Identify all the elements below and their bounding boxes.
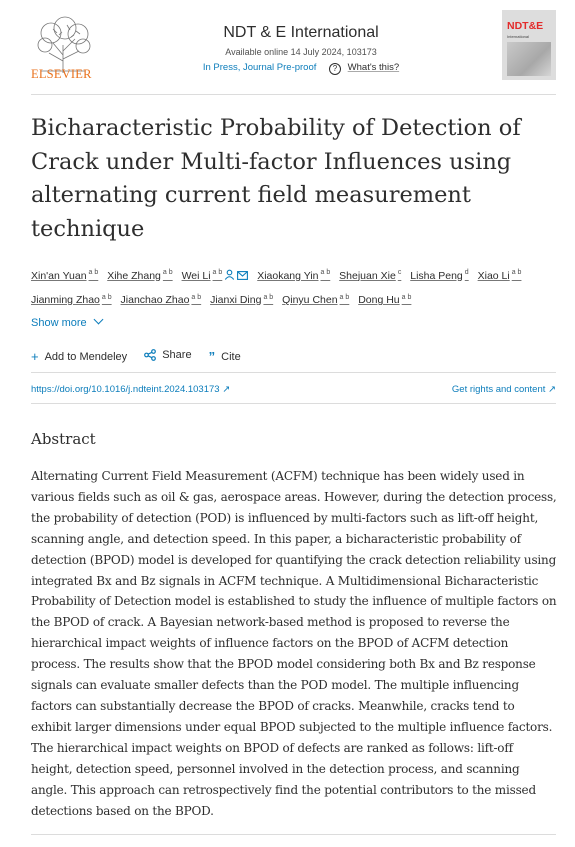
author-name: Xihe Zhang <box>107 269 161 282</box>
author-name: Xiao Li <box>477 269 510 282</box>
cite-button[interactable] <box>209 349 241 364</box>
author-affiliation: a b <box>101 293 112 301</box>
share-label: Share <box>162 349 192 361</box>
get-rights-link[interactable] <box>452 384 556 395</box>
abstract-text: Alternating Current Field Measurement (ACFM) technique has been widely used in various fields such as oil & gas, aerospace areas. However, during the detection process, the probability of detection (POD) is influenced by multi-factors such as lift-off height, scanning angle, and detection speed. In this paper, a bicharacteristic probability of detection (BPOD) model is developed for quantifying the crack detection reliability using integrated Bx and Bz signals in ACFM technique. A Multidimensional Bicharacteristic Probability of Detection model is established to study the influence of multiple factors on the BPOD of crack. A Bayesian network-based method is proposed to reverse the hierarchical impact weights of influence factors on the BPOD of ACFM detection process. The results show that the BPOD model considering both Bx and Bz response signals can evaluate smaller defects than the POD model. The multiple influencing factors can substantially decrease the BPOD of cracks. Meanwhile, cracks tend to exhibit larger dimensions under equal BPOD subjected to the multiple influence factors. The hierarchical impact weights on BPOD of defects are ranked as follows: lift-off height, detection speed, personnel involved in the detection process, and scanning angle. This approach can retrospectively find the potential contributors to the missed detections based on the BPOD. <box>31 469 557 818</box>
corresponding-author-icon[interactable] <box>224 269 235 280</box>
journal-cover-thumbnail[interactable] <box>502 10 556 80</box>
author-name: Dong Hu <box>358 294 400 306</box>
article-actions <box>31 349 255 364</box>
whats-this-link[interactable]: What's this? <box>347 62 400 73</box>
cover-subtitle: International <box>507 34 530 39</box>
author-name: Jianming Zhao <box>31 294 100 306</box>
question-circle-icon[interactable]: ? <box>329 63 341 75</box>
section-divider <box>31 834 556 835</box>
add-to-mendeley-label: Add to Mendeley <box>44 350 128 363</box>
author-link[interactable] <box>121 294 202 306</box>
author-name: Qinyu Chen <box>282 294 338 306</box>
journal-title-link[interactable]: NDT & E International <box>223 24 379 41</box>
author-list <box>31 262 556 311</box>
doi-row <box>31 372 556 404</box>
author-affiliation: a b <box>162 269 173 276</box>
show-more-button[interactable] <box>31 316 102 329</box>
share-icon <box>144 349 156 361</box>
show-more-label: Show more <box>31 317 87 329</box>
author-link[interactable] <box>410 270 468 282</box>
author-name: Xiaokang Yin <box>257 269 319 282</box>
author-affiliation: a b <box>320 269 331 276</box>
article-title: Bicharacteristic Probability of Detection of Crack under Multi-factor Influences using alternating current field measurement technique <box>31 115 521 242</box>
doi-link[interactable] <box>31 384 230 395</box>
author-affiliation: a b <box>191 293 202 301</box>
cover-brand: NDT&E <box>507 20 544 32</box>
email-icon[interactable] <box>237 271 248 280</box>
in-press-link[interactable]: In Press, Journal Pre-proof <box>202 62 317 73</box>
author-name: Jianxi Ding <box>210 294 262 306</box>
author-link[interactable] <box>358 294 411 306</box>
add-to-mendeley-button[interactable] <box>31 349 127 364</box>
author-link[interactable] <box>257 270 330 282</box>
cover-image <box>507 42 551 76</box>
author-link[interactable] <box>31 270 98 282</box>
author-affiliation: a b <box>511 269 522 276</box>
abstract-heading: Abstract <box>31 430 96 448</box>
author-link[interactable] <box>339 270 401 282</box>
author-affiliation: a b <box>212 269 223 276</box>
external-link-icon: ↗ <box>222 384 231 395</box>
journal-info <box>151 22 451 75</box>
author-affiliation: d <box>464 269 469 276</box>
author-affiliation: a b <box>401 293 412 301</box>
plus-icon: + <box>31 349 39 364</box>
author-affiliation: a b <box>88 269 99 276</box>
author-affiliation: c <box>397 269 402 276</box>
author-name: Xin'an Yuan <box>31 269 87 282</box>
author-link[interactable] <box>210 294 273 306</box>
author-name: Shejuan Xie <box>339 269 396 282</box>
author-affiliation: a b <box>339 293 350 301</box>
elsevier-wordmark[interactable]: ELSEVIER <box>31 67 92 81</box>
article-status-row <box>151 62 451 75</box>
author-link[interactable] <box>478 270 522 282</box>
author-link[interactable] <box>107 270 172 282</box>
author-link[interactable] <box>282 294 349 306</box>
author-name: Jianchao Zhao <box>120 294 190 306</box>
chevron-down-icon <box>93 315 103 325</box>
cite-label: Cite <box>221 350 241 363</box>
quote-icon: ” <box>208 349 216 364</box>
author-link[interactable] <box>31 294 112 306</box>
author-link[interactable] <box>182 270 249 282</box>
author-affiliation: a b <box>263 293 274 301</box>
author-name: Wei Li <box>181 269 211 282</box>
doi-text: https://doi.org/10.1016/j.ndteint.2024.103173 <box>31 384 220 395</box>
share-button[interactable] <box>144 349 191 361</box>
author-name: Lisha Peng <box>410 269 463 282</box>
external-link-icon: ↗ <box>548 384 556 395</box>
article-header <box>31 10 556 95</box>
available-online-date: Available online 14 July 2024, 103173 <box>225 47 377 57</box>
rights-text: Get rights and content <box>451 384 546 395</box>
